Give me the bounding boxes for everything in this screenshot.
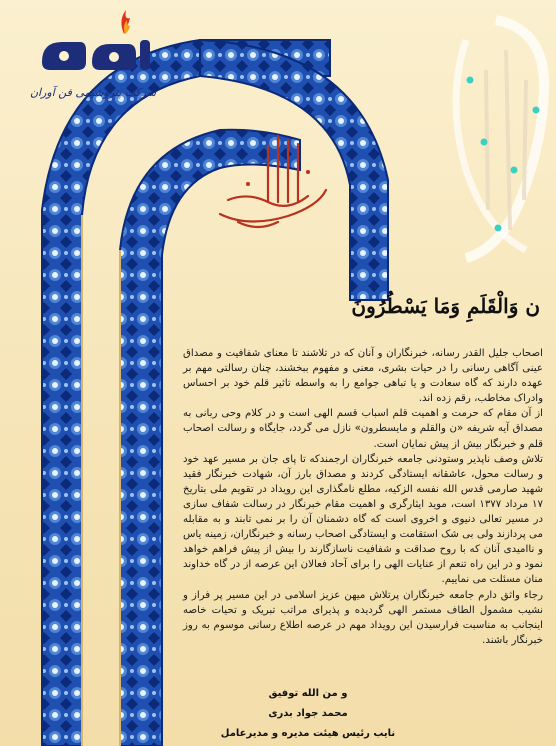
paragraph: رجاء واثق دارم جامعه خبرنگاران پرتلاش میهن عزیز اسلامی در این مسیر پر فراز و نشیب مشمول الطاف مستمر الهی گردیده و پذیرای مراتب تبریک و تحیات خاصه اینجانب به مناسبت فرارسیدن این رویداد مهم در عرصه اطلاع رسانی موسوم به روز خبرنگار باشند. [183,589,543,646]
logo-wordmark-icon [36,32,154,76]
closing-line: و من الله توفیق [268,688,348,699]
verse-title: ن وَالْقَلَمِ وَمَا یَسْطُرُونَ [351,294,540,318]
signer-name: محمد جواد بدری [268,708,348,719]
paragraph: تلاش وصف ناپذیر وستودنی جامعه خبرنگاران ارجمندکه تا پای جان بر مسیر عهد خود و رسالت محول، عاشقانه ایستادگی کردند و مصداق بارز آن، شهادت خبرنگار فقید شهید صارمی قدس الله نفسه الزکیه، مطلع نامگذاری این رویداد در تقویم ملی بتاریخ ۱۷ مرداد ۱۳۷۷ است، موید ایثارگری و اهمیت مقام خبرنگار در رسالت شفاف سازی در مسیر تعالی دنیوی و اخروی است که گاه دشمنان آن را بر نمی تابند و به مقابله می پردازند ولی بی شک استقامت و ایستادگی اصحاب رسانه و خبرنگاران، زمینه یاس و ناامیدی آنان که با روح صداقت و شفافیت ناسازگارند را بیش از پیش فراهم خواهد نمود و در این راه تنعم از عنایات الهی را برای آحاد فعالان این عرصه از در گاه خداوند منان مسئلت می نماییم. [183,453,543,586]
company-subtitle: شرکت پتروشیمی فن آوران [29,86,157,99]
bismillah-calligraphy-icon [208,132,334,232]
signer-title: نایب رئیس هیئت مدیره و مدیرعامل [220,728,396,739]
letter-body [183,346,543,648]
paragraph: از آن مقام که حرمت و اهمیت قلم اسباب قسم الهی است و در کلام وحی ربانی به مصداق آیه شریفه «ن والقلم و مایسطرون» نازل می گردد، جایگاه و رسالت اصحاب قلم و خبرنگار بیش از پیش نمایان است. [183,408,543,450]
paragraph: اصحاب جلیل القدر رسانه، خبرنگاران و آنان که در تلاشند تا معنای شفافیت و مصداق عینی آگاهی رسانی را در حیات بشری، معنی و مفهوم ببخشند، چنان رسالتی مهم بر عهده دارند که گاه سعادت و یا تباهی جوامع را به واسطه تاثیر قلم خود بر احساس وادراک مخاطب، رقم زده اند. [183,348,543,405]
calligraphy-watermark-icon [426,10,556,265]
company-logo [28,6,158,116]
